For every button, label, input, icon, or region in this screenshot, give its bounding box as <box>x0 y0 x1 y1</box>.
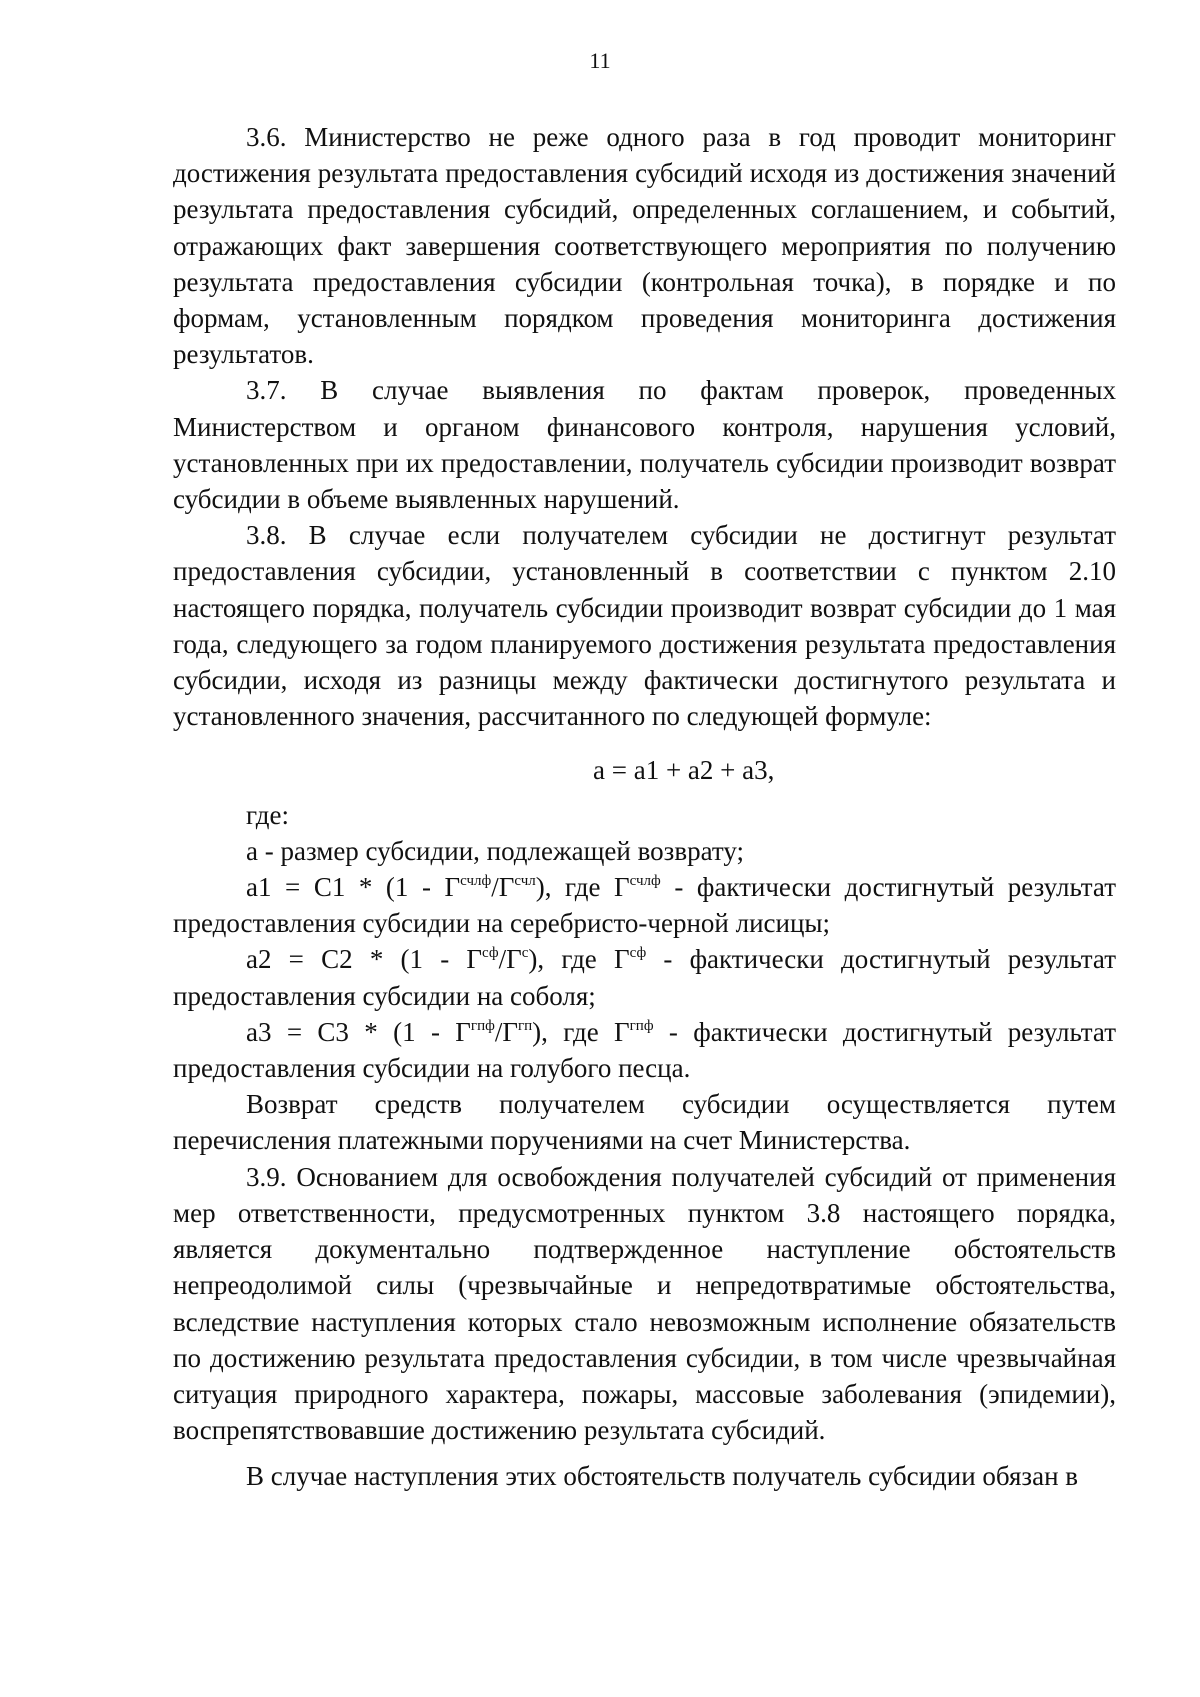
a3-part-4: - фактически достигнутый результат предоставления субсидии на голубого песца. <box>173 1016 1116 1084</box>
formula-a2 <box>173 941 1116 1013</box>
a1-part-4: - фактически достигнутый результат предоставления субсидии на серебристо-черной лисицы; <box>173 872 1116 939</box>
a1-part-3: ), где Г <box>535 872 630 903</box>
paragraph-3-6: 3.6. Министерство не реже одного раза в год проводит мониторинг достижения результата предоставления субсидий исходя из достижения значений результата предоставления субсидий, определенных соглашением, и событий, отражающих факт завершения соответствующего мероприятия по получению результата предоставления субсидии (контрольная точка), в порядке и по формам, установленным порядком проведения мониторинга достижения результатов. <box>173 122 1116 370</box>
formula-main: а = а1 + а2 + а3, <box>593 755 775 786</box>
paragraph-last: В случае наступления этих обстоятельств получатель субсидии обязан в <box>246 1461 1079 1492</box>
a3-sup-2: гп <box>517 1017 533 1034</box>
a3-sup-3: гпф <box>629 1017 654 1034</box>
a3-part-3: ), где Г <box>532 1016 630 1047</box>
a3-part-2: /Г <box>494 1016 518 1047</box>
a3-part-1: а3 = С3 * (1 - Г <box>246 1016 471 1047</box>
a2-part-3: ), где Г <box>528 944 630 975</box>
a2-sup-3: сф <box>629 945 647 962</box>
paragraph-return: Возврат средств получателем субсидии осуществляется путем перечисления платежными поручениями на счет Министерства. <box>173 1089 1116 1156</box>
page-number: 11 <box>589 48 611 73</box>
where-label: где: <box>246 799 289 830</box>
a1-sup-1: счлф <box>460 873 492 890</box>
formula-a1 <box>173 869 1116 941</box>
a2-part-4: - фактически достигнутый результат предоставления субсидии на соболя; <box>173 944 1116 1011</box>
a1-part-2: /Г <box>491 872 515 903</box>
a2-sup-2: с <box>521 945 529 962</box>
paragraph-3-8: 3.8. В случае если получателем субсидии не достигнут результат предоставления субсидии, установленный в соответствии с пунктом 2.10 настоящего порядка, получатель субсидии производит возврат субсидии до 1 мая года, следующего за годом планируемого достижения результата предоставления субсидии, исходя из разницы между фактически достигнутого результата и установленного значения, рассчитанного по следующей формуле: <box>173 520 1116 732</box>
a1-sup-3: счлф <box>629 873 661 890</box>
paragraph-3-9: 3.9. Основанием для освобождения получателей субсидий от применения мер ответственности, предусмотренных пунктом 3.8 настоящего порядка, является документально подтвержденное наступление обстоятельств непреодолимой силы (чрезвычайные и непредотвратимые обстоятельства, вследствие наступления которых стало невозможным исполнение обязательств по достижению результата предоставления субсидии, в том числе чрезвычайная ситуация природного характера, пожары, массовые заболевания (эпидемии), воспрепятствовавшие достижению результата субсидий. <box>173 1161 1116 1446</box>
a1-sup-2: счл <box>514 873 536 890</box>
a-definition: а - размер субсидии, подлежащей возврату; <box>246 835 744 866</box>
a2-part-2: /Г <box>498 944 522 975</box>
a1-part-1: а1 = С1 * (1 - Г <box>246 872 461 903</box>
document-body <box>173 119 1116 1495</box>
a2-part-1: а2 = С2 * (1 - Г <box>246 944 483 975</box>
paragraph-3-7: 3.7. В случае выявления по фактам проверок, проведенных Министерством и органом финансового контроля, нарушения условий, установленных при их предоставлении, получатель субсидии производит возврат субсидии в объеме выявленных нарушений. <box>173 375 1116 515</box>
a2-sup-1: сф <box>482 945 499 962</box>
a3-sup-1: гпф <box>470 1017 495 1034</box>
formula-a3 <box>173 1014 1116 1086</box>
